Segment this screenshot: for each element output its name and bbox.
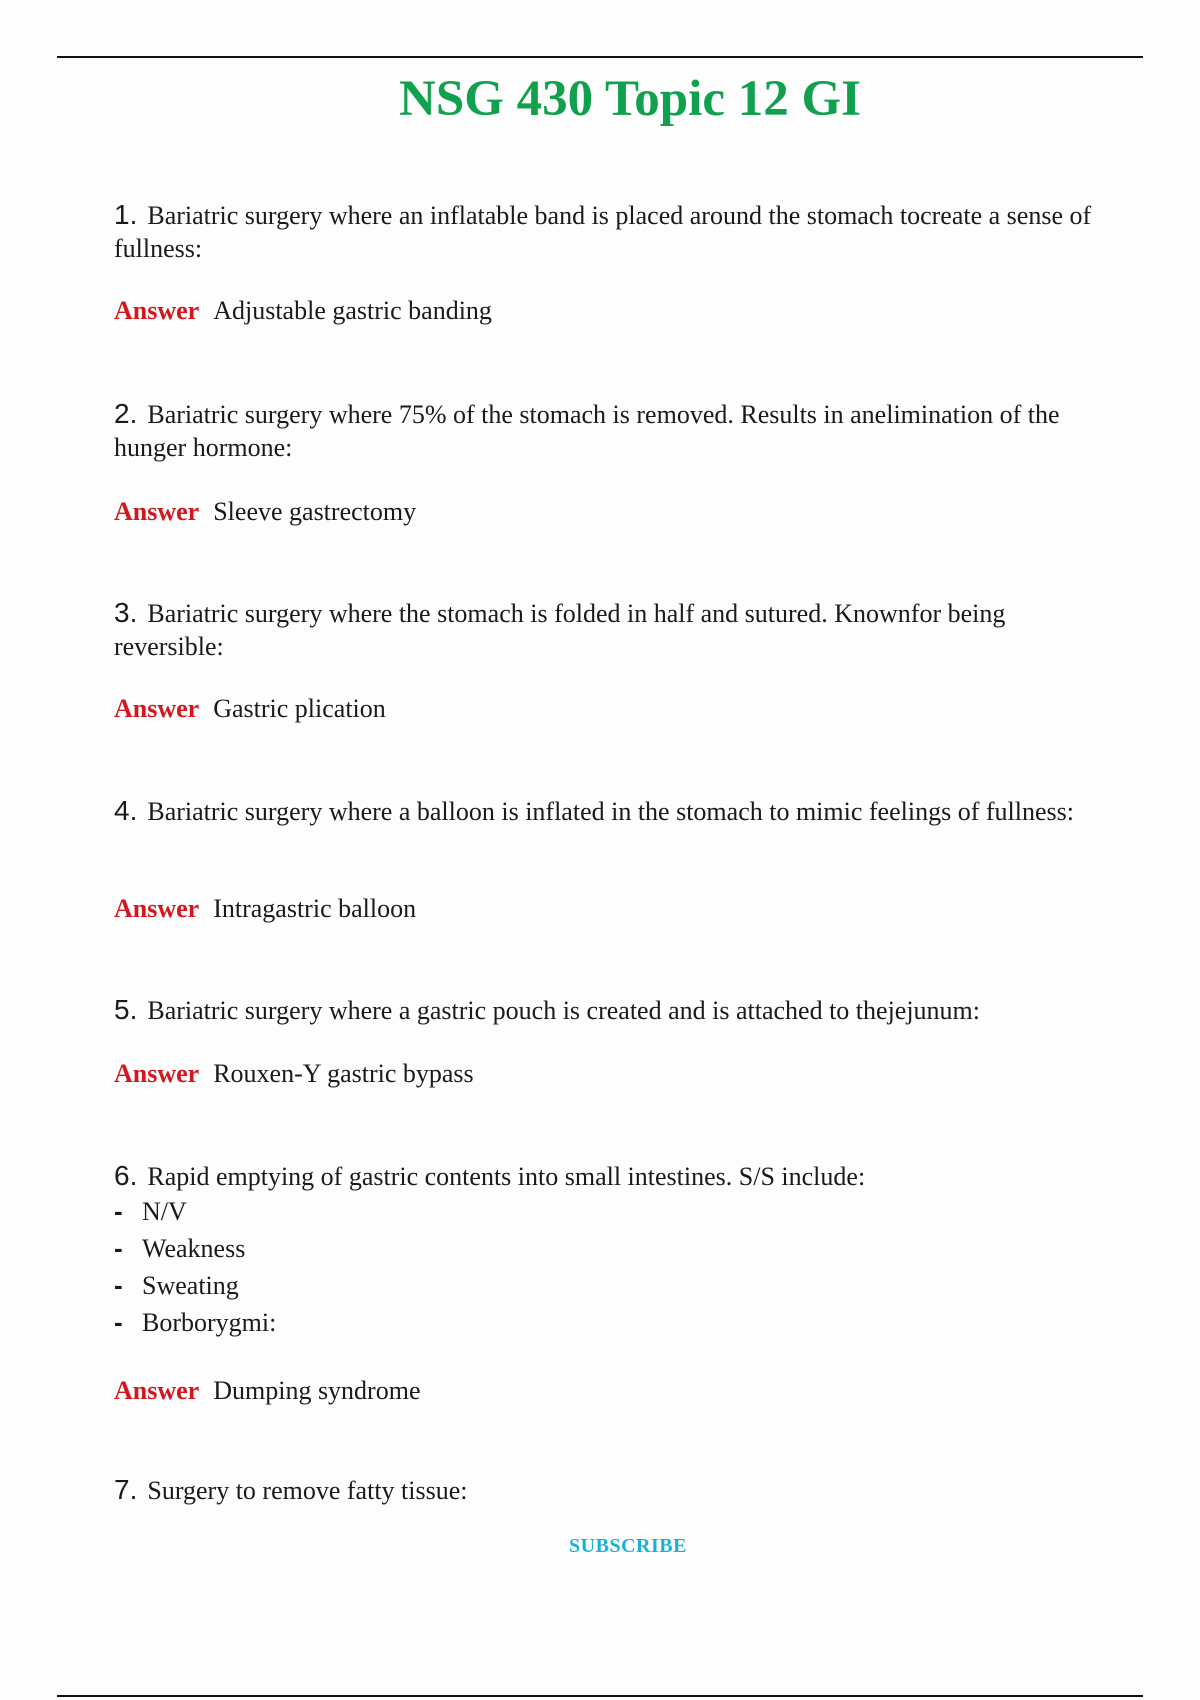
question-1 <box>114 198 1114 265</box>
answer-1 <box>114 294 492 327</box>
question-text: Bariatric surgery where a gastric pouch is created and is attached to thejejunum: <box>147 996 981 1025</box>
answer-text: Rouxen-Y gastric bypass <box>213 1059 474 1088</box>
answer-label: Answer <box>114 894 200 923</box>
question-text: Bariatric surgery where 75% of the stomach is removed. Results in anelimination of the hunger hormone: <box>114 400 1060 462</box>
question-number: 1. <box>114 199 138 230</box>
question-6 <box>114 1159 1114 1193</box>
answer-text: Adjustable gastric banding <box>213 296 492 325</box>
question-text: Bariatric surgery where an inflatable band is placed around the stomach tocreate a sense of fullness: <box>114 201 1092 263</box>
question-block-4 <box>114 794 1114 923</box>
list-item: - N/V <box>114 1196 187 1226</box>
question-text: Rapid emptying of gastric contents into small intestines. S/S include: <box>147 1162 866 1191</box>
question-2 <box>114 397 1114 464</box>
question-text: Surgery to remove fatty tissue: <box>147 1476 468 1505</box>
document-title: NSG 430 Topic 12 GI <box>399 71 861 127</box>
question-text: Bariatric surgery where the stomach is folded in half and sutured. Knownfor being reversible: <box>114 599 1006 661</box>
answer-text: Intragastric balloon <box>213 894 417 923</box>
question-5 <box>114 993 1114 1027</box>
symptom-list <box>114 1193 1114 1341</box>
subscribe-link[interactable]: SUBSCRIBE <box>569 1535 687 1557</box>
question-text: Bariatric surgery where a balloon is inflated in the stomach to mimic feelings of fullness: <box>147 797 1074 826</box>
question-number: 6. <box>114 1160 138 1191</box>
top-rule <box>57 56 1143 58</box>
answer-label: Answer <box>114 1376 200 1405</box>
bottom-rule <box>57 1695 1143 1697</box>
question-3 <box>114 596 1114 663</box>
question-7 <box>114 1473 1114 1507</box>
answer-3 <box>114 692 386 725</box>
answer-6 <box>114 1374 420 1407</box>
question-block-6 <box>114 1159 1114 1405</box>
question-number: 5. <box>114 994 138 1025</box>
question-number: 2. <box>114 398 138 429</box>
answer-text: Sleeve gastrectomy <box>213 497 417 526</box>
list-item: - Borborygmi: <box>114 1307 277 1337</box>
answer-label: Answer <box>114 1059 200 1088</box>
question-block-1 <box>114 198 1114 325</box>
question-4 <box>114 794 1114 828</box>
answer-label: Answer <box>114 694 200 723</box>
question-number: 3. <box>114 597 138 628</box>
answer-2 <box>114 495 416 528</box>
answer-text: Gastric plication <box>213 694 386 723</box>
list-item: - Sweating <box>114 1270 239 1300</box>
answer-5 <box>114 1057 474 1090</box>
question-block-3 <box>114 596 1114 723</box>
answer-label: Answer <box>114 497 200 526</box>
question-number: 4. <box>114 795 138 826</box>
answer-text: Dumping syndrome <box>213 1376 421 1405</box>
list-item: - Weakness <box>114 1233 246 1263</box>
question-number: 7. <box>114 1474 138 1505</box>
question-block-2 <box>114 397 1114 526</box>
answer-4 <box>114 892 416 925</box>
question-block-7 <box>114 1473 1114 1507</box>
question-block-5 <box>114 993 1114 1088</box>
answer-label: Answer <box>114 296 200 325</box>
